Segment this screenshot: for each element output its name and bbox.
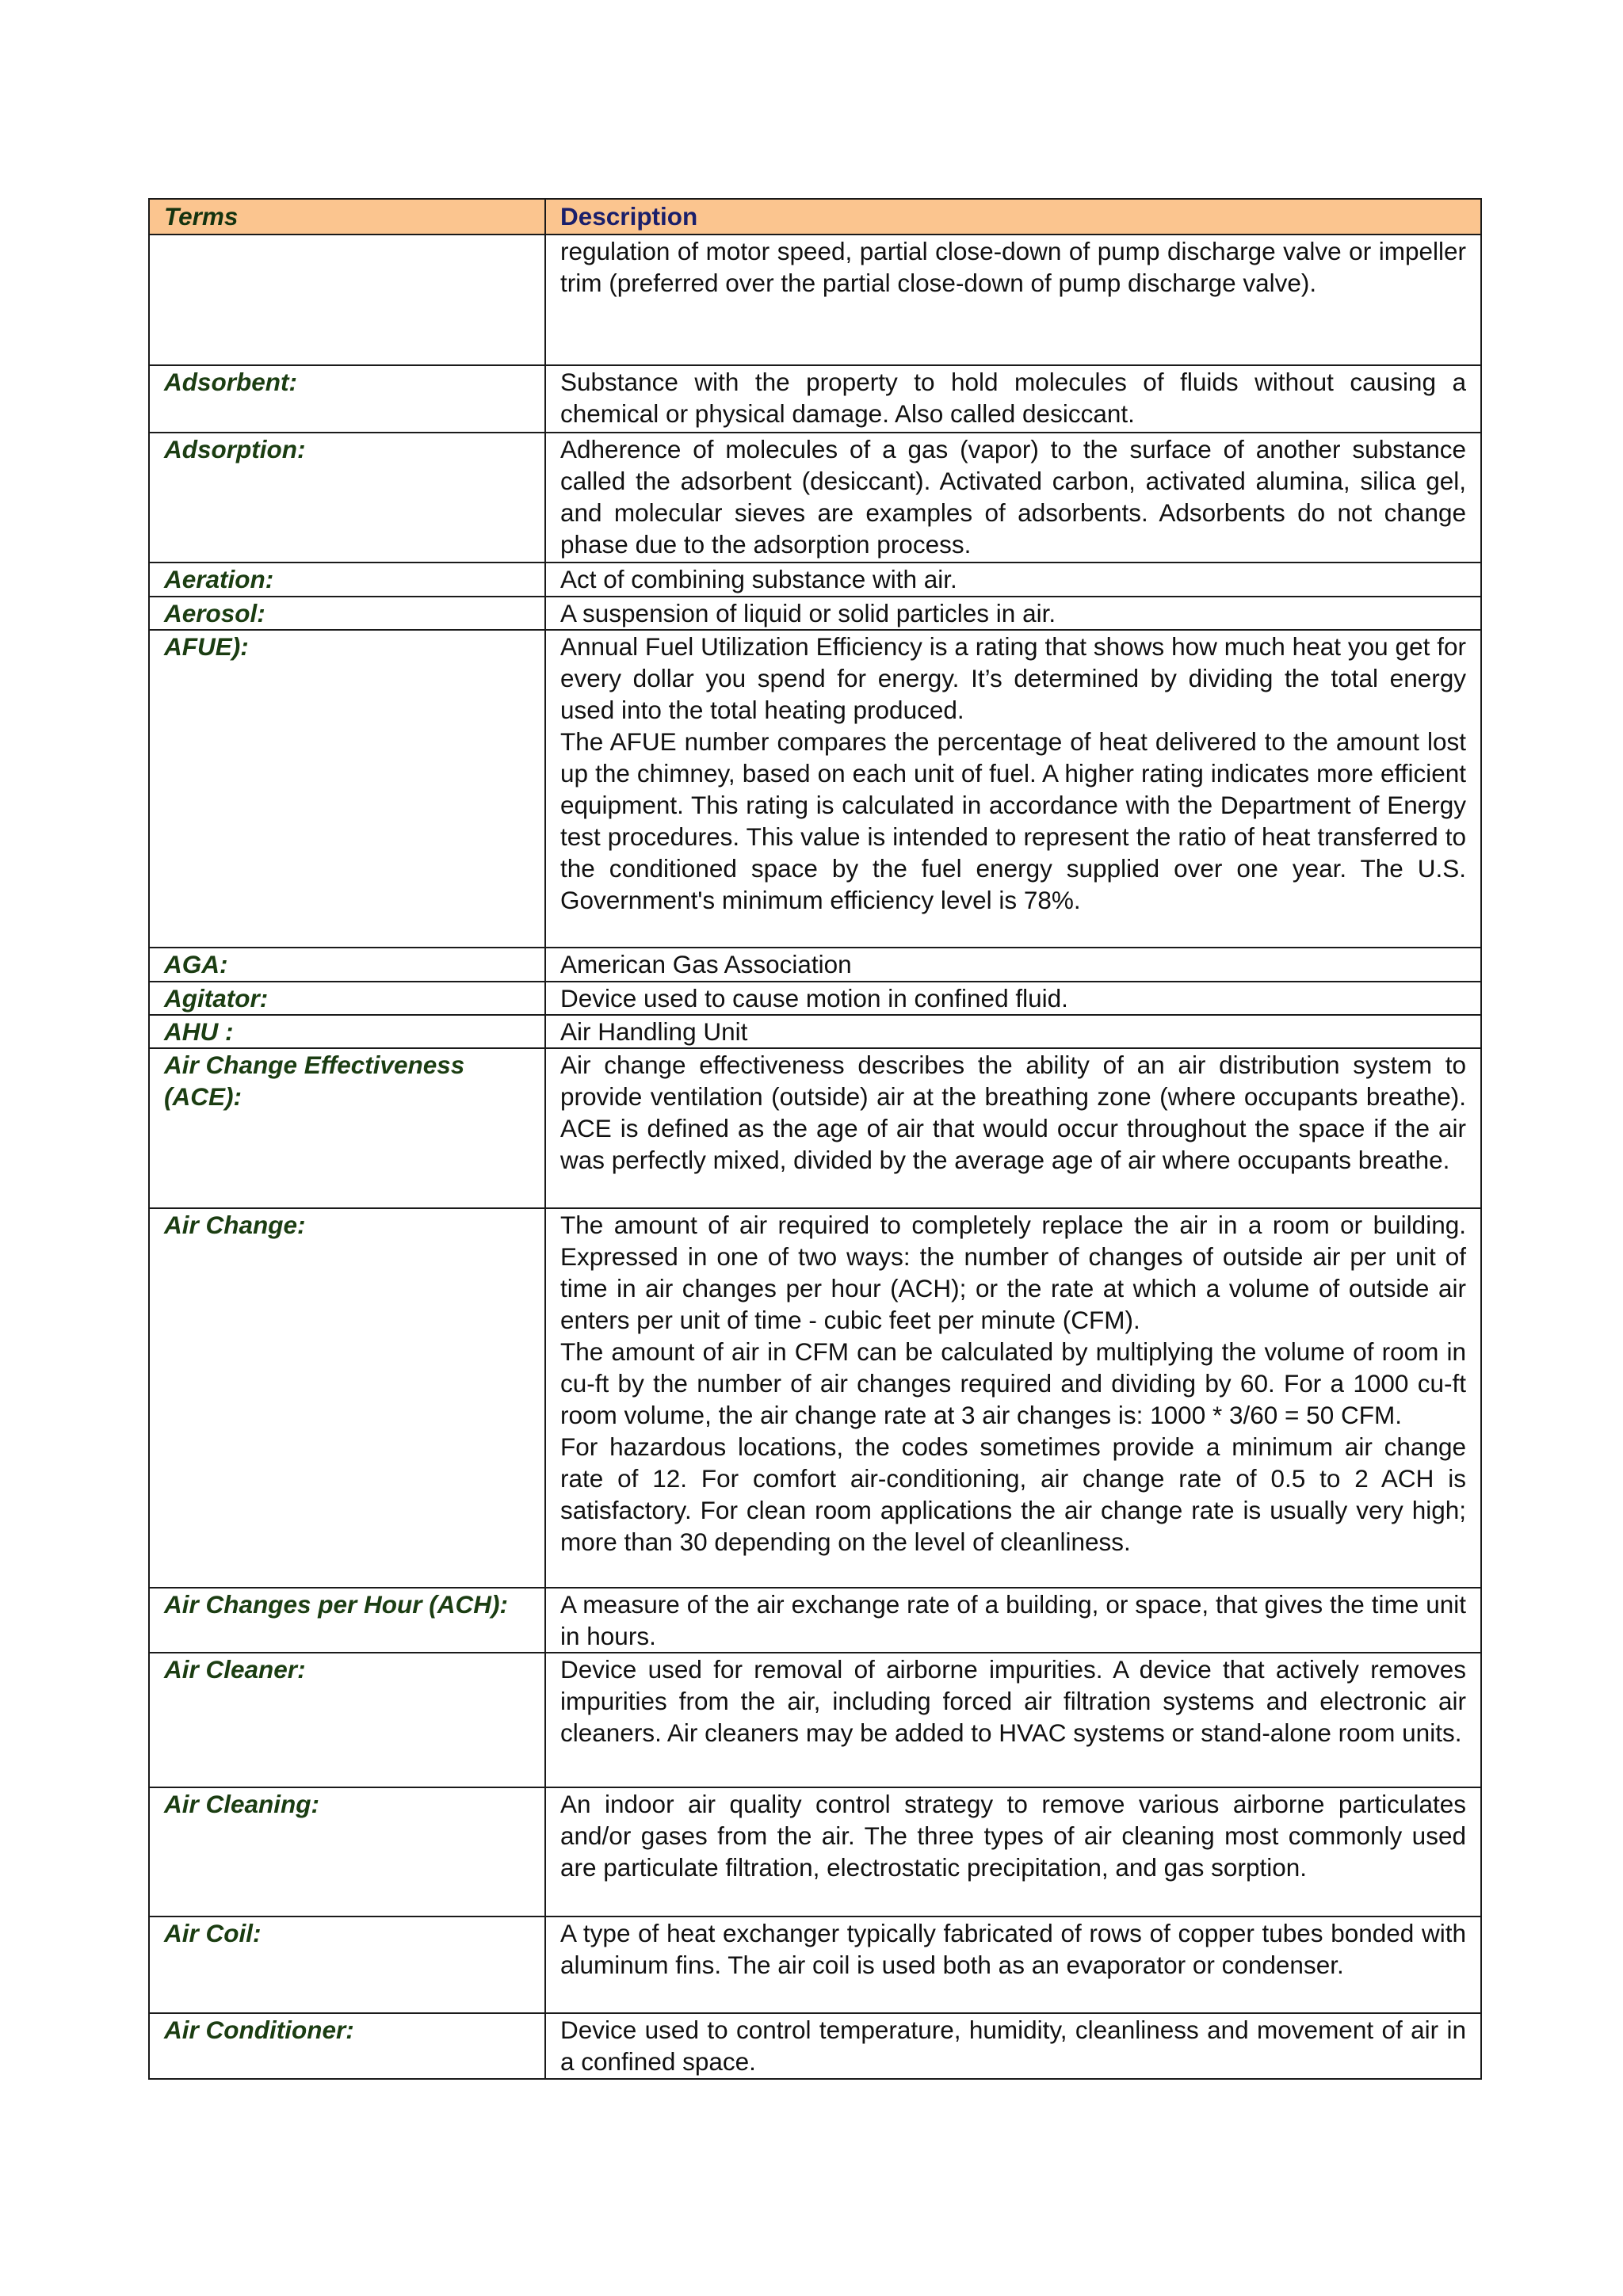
description-cell xyxy=(545,982,1481,1015)
description-column-header: Description xyxy=(545,199,1481,235)
term-cell: AFUE): xyxy=(149,630,545,948)
description-paragraph: The AFUE number compares the percentage of heat delivered to the amount lost up the chimney, based on each unit of fuel. A higher rating indicates more efficient equipment. This rating is calculated in accordance with the Department of Energy test procedures. This value is intended to represent the ratio of heat transferred to the conditioned space by the fuel energy supplied over one year. The U.S. Government's minimum efficiency level is 78%. xyxy=(560,727,1466,914)
table-row xyxy=(149,1048,1481,1208)
description-cell xyxy=(545,948,1481,982)
table-row xyxy=(149,630,1481,948)
term-cell: Air Changes per Hour (ACH): xyxy=(149,1588,545,1653)
description-paragraph: A type of heat exchanger typically fabricated of rows of copper tubes bonded with aluminum fins. The air coil is used both as an evaporator or condenser. xyxy=(560,1918,1466,1979)
description-paragraph: American Gas Association xyxy=(560,950,852,979)
description-paragraph: Adherence of molecules of a gas (vapor) to the surface of another substance called the adsorbent (desiccant). Activated carbon, activated alumina, silica gel, and molecular sieves are examples of adsorbents. Adsorbents do not change phase due to the adsorption process. xyxy=(560,434,1466,559)
description-paragraph: Act of combining substance with air. xyxy=(560,565,957,594)
description-paragraph: Device used for removal of airborne impurities. A device that actively removes impurities from the air, including forced air filtration systems and electronic air cleaners. Air cleaners may be added to HVAC systems or stand-alone room units. xyxy=(560,1654,1466,1747)
description-paragraph: Substance with the property to hold molecules of fluids without causing a chemical or physical damage. Also called desiccant. xyxy=(560,367,1466,428)
term-cell: Air Coil: xyxy=(149,1917,545,2013)
description-paragraph: A measure of the air exchange rate of a building, or space, that gives the time unit in hours. xyxy=(560,1589,1466,1650)
description-cell xyxy=(545,1917,1481,2013)
table-row xyxy=(149,365,1481,433)
description-paragraph: Device used to cause motion in confined fluid. xyxy=(560,983,1068,1013)
table-row xyxy=(149,433,1481,563)
term-cell: Adsorbent: xyxy=(149,365,545,433)
glossary-body xyxy=(149,235,1481,2079)
description-paragraph: regulation of motor speed, partial close-down of pump discharge valve or impeller trim (preferred over the partial close-down of pump discharge valve). xyxy=(560,237,1466,297)
table-row xyxy=(149,948,1481,982)
table-row xyxy=(149,1917,1481,2013)
description-paragraph: An indoor air quality control strategy to remove various airborne particulates and/or gases from the air. The three types of air cleaning most commonly used are particulate filtration, electrostatic precipitation, and gas sorption. xyxy=(560,1789,1466,1882)
description-paragraph: Air change effectiveness describes the ability of an air distribution system to provide ventilation (outside) air at the breathing zone (where occupants breathe). ACE is defined as the age of air that would occur throughout the space if the air was perfectly mixed, divided by the average age of air where occupants breathe. xyxy=(560,1050,1466,1174)
term-cell: Air Change: xyxy=(149,1208,545,1588)
term-cell: AHU : xyxy=(149,1015,545,1048)
description-cell xyxy=(545,597,1481,630)
description-paragraph: A suspension of liquid or solid particles in air. xyxy=(560,598,1056,627)
term-cell: Agitator: xyxy=(149,982,545,1015)
table-row xyxy=(149,1653,1481,1787)
description-paragraph: For hazardous locations, the codes sometimes provide a minimum air change rate of 12. For comfort air-conditioning, air change rate of 0.5 to 2 ACH is satisfactory. For clean room applications the air change rate is usually very high; more than 30 depending on the level of cleanliness. xyxy=(560,1432,1466,1556)
description-cell xyxy=(545,433,1481,563)
description-cell xyxy=(545,563,1481,597)
term-cell: Aeration: xyxy=(149,563,545,597)
description-cell xyxy=(545,365,1481,433)
term-cell: Air Cleaner: xyxy=(149,1653,545,1787)
description-cell xyxy=(545,1208,1481,1588)
description-cell xyxy=(545,1015,1481,1048)
term-cell: Adsorption: xyxy=(149,433,545,563)
description-cell xyxy=(545,630,1481,948)
description-cell xyxy=(545,1787,1481,1917)
table-row xyxy=(149,1588,1481,1653)
description-cell xyxy=(545,235,1481,365)
description-paragraph: Device used to control temperature, humidity, cleanliness and movement of air in a confined space. xyxy=(560,2015,1466,2076)
term-cell: Air Change Effectiveness (ACE): xyxy=(149,1048,545,1208)
description-paragraph: The amount of air required to completely replace the air in a room or building. Expressed in one of two ways: the number of changes of outside air per unit of time in air changes per hour (ACH); or the rate at which a volume of outside air enters per unit of time - cubic feet per minute (CFM). xyxy=(560,1210,1466,1334)
description-paragraph: Air Handling Unit xyxy=(560,1016,748,1046)
table-row xyxy=(149,1015,1481,1048)
term-cell: Aerosol: xyxy=(149,597,545,630)
description-paragraph: Annual Fuel Utilization Efficiency is a rating that shows how much heat you get for every dollar you spend for energy. It’s determined by dividing the total energy used into the total heating produced. xyxy=(560,631,1466,724)
term-cell xyxy=(149,235,545,365)
table-row xyxy=(149,563,1481,597)
term-cell: Air Conditioner: xyxy=(149,2013,545,2079)
description-cell xyxy=(545,1653,1481,1787)
table-row xyxy=(149,235,1481,365)
table-row xyxy=(149,2013,1481,2079)
terms-column-header: Terms xyxy=(149,199,545,235)
table-header-row xyxy=(149,199,1481,235)
description-cell xyxy=(545,1588,1481,1653)
table-row xyxy=(149,1787,1481,1917)
table-row xyxy=(149,982,1481,1015)
table-row xyxy=(149,1208,1481,1588)
glossary-table xyxy=(148,198,1482,2080)
description-paragraph: The amount of air in CFM can be calculated by multiplying the volume of room in cu-ft by the number of air changes required and dividing by 60. For a 1000 cu-ft room volume, the air change rate at 3 air changes is: 1000 * 3/60 = 50 CFM. xyxy=(560,1337,1466,1429)
table-row xyxy=(149,597,1481,630)
term-cell: AGA: xyxy=(149,948,545,982)
description-cell xyxy=(545,2013,1481,2079)
description-cell xyxy=(545,1048,1481,1208)
term-cell: Air Cleaning: xyxy=(149,1787,545,1917)
